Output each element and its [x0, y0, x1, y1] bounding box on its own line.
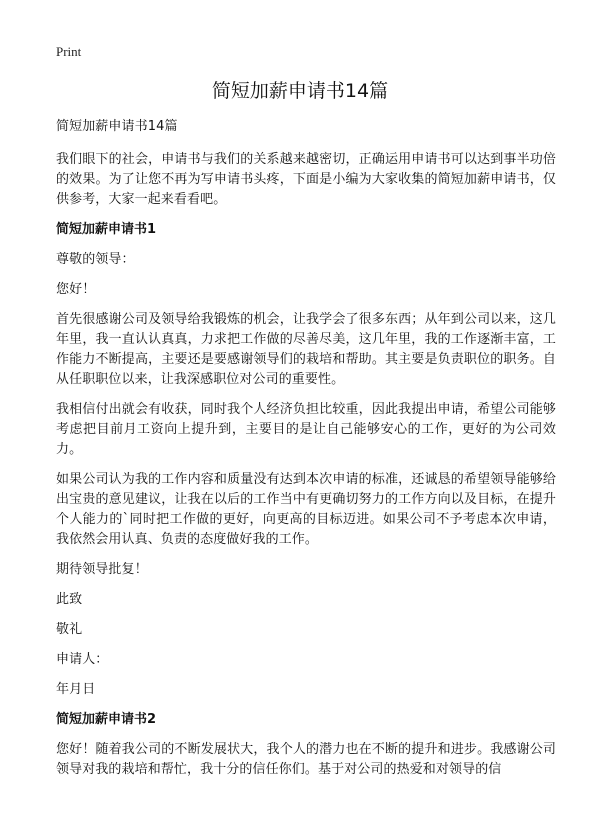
letter2-paragraph-1: 您好！随着我公司的不断发展状大，我个人的潜力也在不断的提升和进步。我感谢公司领导对我的栽培和帮忙，我十分的信任你们。基于对公司的热爱和对领导的信	[56, 742, 556, 777]
article-subtitle: 简短加薪申请书14篇	[56, 119, 178, 134]
page-title: 简短加薪申请书14篇	[211, 80, 389, 102]
section-heading-1: 简短加薪申请书1	[56, 222, 157, 237]
letter-closing-cizhi: 此致	[56, 592, 83, 607]
letter-closing-jingli: 敬礼	[56, 622, 83, 637]
letter-paragraph-2: 我相信付出就会有收获，同时我个人经济负担比较重，因此我提出申请，希望公司能够考虑把目前月工资向上提升到，主要目的是让自己能够安心的工作，更好的为公司效力。	[56, 402, 556, 457]
article-body	[56, 117, 556, 790]
letter-date: 年月日	[56, 682, 96, 697]
letter-closing-expect: 期待领导批复！	[56, 562, 148, 577]
letter-paragraph-1: 首先很感谢公司及领导给我锻炼的机会，让我学会了很多东西；从年到公司以来，这几年里，我一直认认真真，力求把工作做的尽善尽美，这几年里，我的工作逐渐丰富，工作能力不断提高，主要还是要感谢领导们的栽培和帮助。其主要是负责职位的职务。自从任职职位以来，让我深感职位对公司的重要性。	[56, 312, 556, 387]
letter-greeting: 尊敬的领导：	[56, 252, 135, 267]
print-link[interactable]: Print	[56, 44, 82, 59]
letter-applicant: 申请人：	[56, 652, 109, 667]
letter-hello: 您好！	[56, 282, 96, 297]
letter-paragraph-3: 如果公司认为我的工作内容和质量没有达到本次申请的标准，还诚恳的希望领导能够给出宝贵的意见建议，让我在以后的工作当中有更确切努力的工作方向以及目标，在提升个人能力的`同时把工作做的更好，向更高的目标迈进。如果公司不予考虑本次申请，我依然会用认真、负责的态度做好我的工作。	[56, 472, 556, 547]
section-heading-2: 简短加薪申请书2	[56, 712, 157, 727]
intro-paragraph: 我们眼下的社会，申请书与我们的关系越来越密切，正确运用申请书可以达到事半功倍的效果。为了让您不再为写申请书头疼，下面是小编为大家收集的简短加薪申请书，仅供参考，大家一起来看看吧。	[56, 152, 556, 207]
